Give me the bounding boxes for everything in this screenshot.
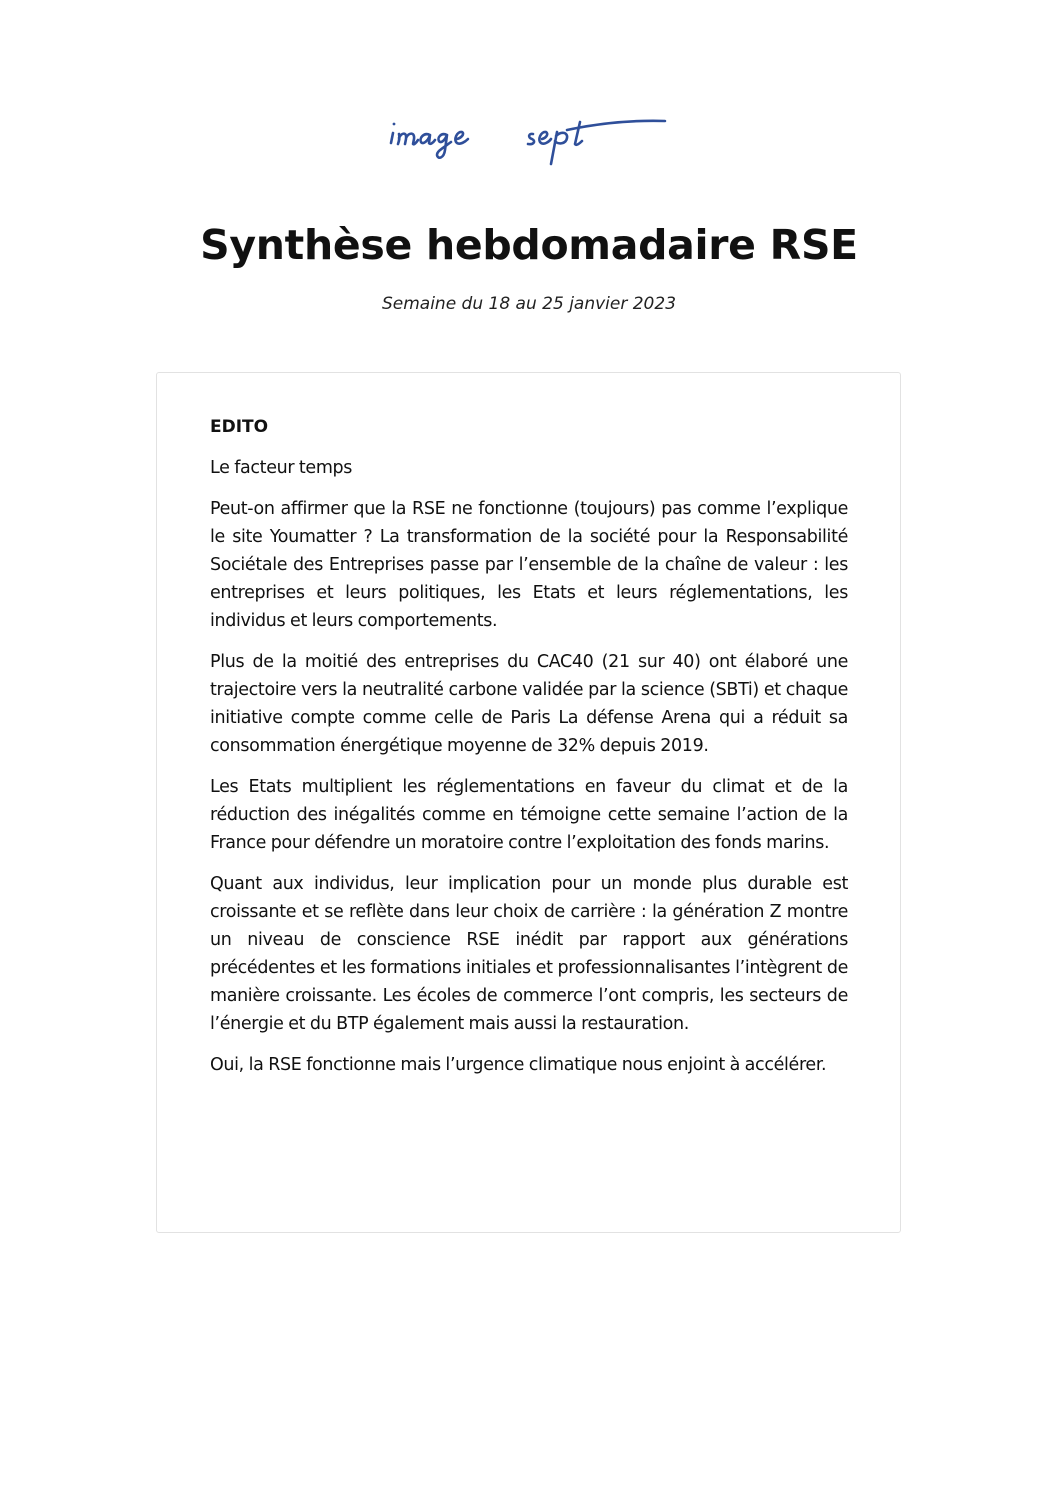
image-sept-logo xyxy=(385,108,675,178)
logo-handwriting-icon xyxy=(385,108,675,178)
edito-content xyxy=(210,413,848,1092)
edito-paragraph: Les Etats multiplient les réglementations en faveur du climat et de la réduction des inégalités comme en témoigne cette semaine l’action de la France pour défendre un moratoire contre l’exploitation des fonds marins. xyxy=(210,777,848,853)
edito-paragraph: Oui, la RSE fonctionne mais l’urgence climatique nous enjoint à accélérer. xyxy=(210,1055,827,1075)
edito-paragraph-title: Le facteur temps xyxy=(210,458,353,478)
page-subtitle: Semaine du 18 au 25 janvier 2023 xyxy=(381,294,677,314)
edito-card xyxy=(156,372,901,1233)
edito-paragraph: Plus de la moitié des entreprises du CAC40 (21 sur 40) ont élaboré une trajectoire vers la neutralité carbone validée par la science (SBTi) et chaque initiative compte comme celle de Paris La défense Arena qui a réduit sa consommation énergétique moyenne de 32% depuis 2019. xyxy=(210,652,848,756)
edito-paragraph: Peut-on affirmer que la RSE ne fonctionne (toujours) pas comme l’explique le site Youmatter ? La transformation de la société pour la Responsabilité Sociétale des Entreprises passe par l’ensemble de la chaîne de valeur : les entreprises et leurs politiques, les Etats et leurs réglementations, les individus et leurs comportements. xyxy=(210,499,848,631)
edito-paragraph: Quant aux individus, leur implication pour un monde plus durable est croissante et se reflète dans leur choix de carrière : la génération Z montre un niveau de conscience RSE inédit par rapport aux générations précédentes et les formations initiales et professionnalisantes l’intègrent de manière croissante. Les écoles de commerce l’ont compris, les secteurs de l’énergie et du BTP également mais aussi la restauration. xyxy=(210,874,848,1034)
edito-heading: EDITO xyxy=(210,417,269,437)
page-title: Synthèse hebdomadaire RSE xyxy=(200,221,858,269)
